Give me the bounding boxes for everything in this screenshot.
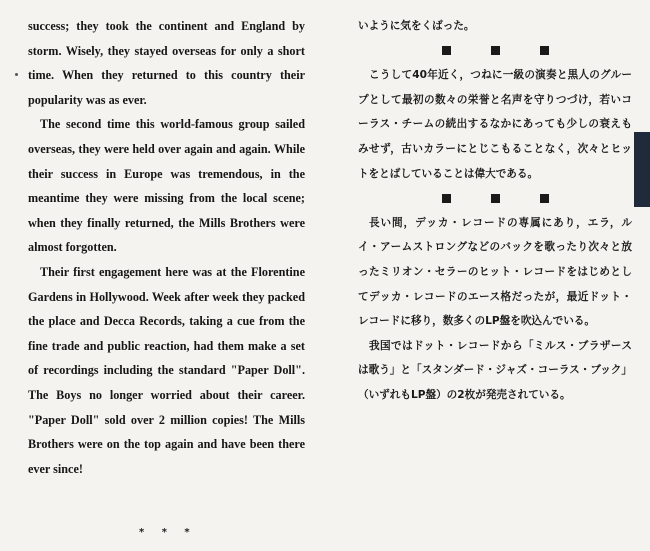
page-edge-tab <box>634 132 650 207</box>
printing-speck <box>15 73 18 76</box>
japanese-paragraph-3: 長い間，デッカ・レコードの専属にあり，エラ，ルイ・アームストロングなどのバックを歌ったり次々と放ったミリオン・セラーのヒット・レコードをはじめとしてデッカ・レコードのエース格だったが，最近ドット・レコードに移り，数多くのLP盤を吹込んでいる。 <box>358 216 632 328</box>
section-divider-1 <box>358 39 632 64</box>
english-paragraph-3: Their first engagement here was at the Florentine Gardens in Hollywood. Week after week they packed the place and Decca Records, taking a cue from the fine trade and public reaction, had them make a set of recordings including the standard "Paper Doll". The Boys no longer worried about their career. "Paper Doll" sold over 2 million copies! The Mills Brothers were on the top again and have been there ever since! <box>28 264 305 476</box>
japanese-paragraph-1: いように気をくばった。 <box>358 20 475 32</box>
divider-square <box>540 46 549 55</box>
japanese-column <box>358 14 632 408</box>
english-paragraph-2: The second time this world-famous group sailed overseas, they were held over again and again. While their success in Europe was tremendous, in the meantime they were missing from the local scene; when they finally returned, the Mills Brothers were almost forgotten. <box>28 117 305 255</box>
english-column <box>28 14 305 481</box>
divider-square <box>442 194 451 203</box>
section-divider-2 <box>358 186 632 211</box>
divider-square <box>442 46 451 55</box>
divider-square <box>540 194 549 203</box>
divider-square <box>491 46 500 55</box>
japanese-paragraph-2: こうして40年近く，つねに一級の演奏と黒人のグループとして最初の数々の栄誉と名声を守りつづけ，若いコーラス・チームの続出するなかにあっても少しの衰えもみせず，古いカラーにとじこもることなく，次々とヒットをとばしていることは偉大である。 <box>358 69 632 180</box>
divider-square <box>491 194 500 203</box>
japanese-paragraph-4: 我国ではドット・レコードから「ミルス・ブラザースは歌う」と「スタンダード・ジャズ・コーラス・ブック」（いずれもLP盤）の2枚が発売されている。 <box>358 339 632 401</box>
section-end-mark: * * * <box>139 527 197 538</box>
english-paragraph-1: success; they took the continent and England by storm. Wisely, they stayed overseas for only a short time. When they returned to this country their popularity was as ever. <box>28 19 305 107</box>
